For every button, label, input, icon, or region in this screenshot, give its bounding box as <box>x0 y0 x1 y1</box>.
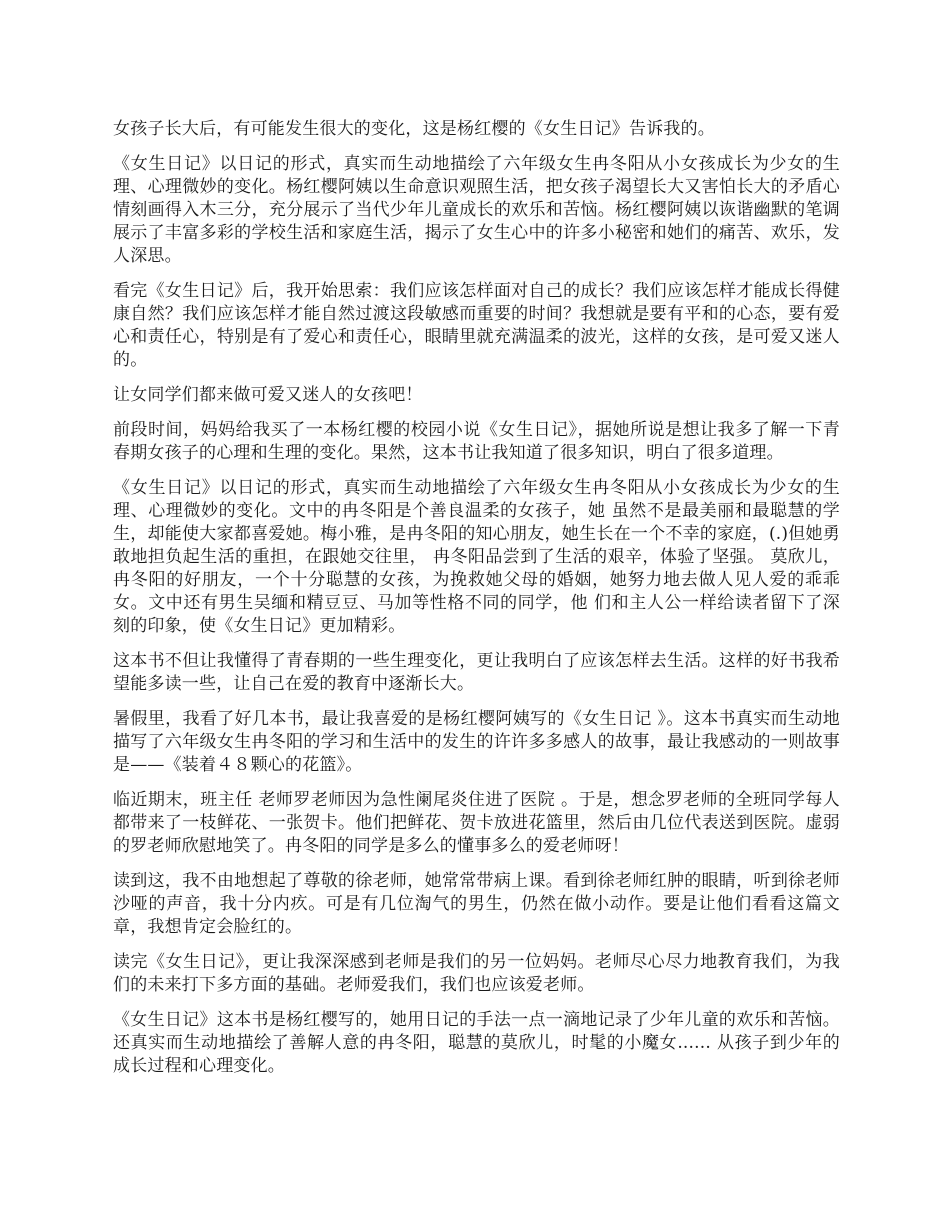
paragraph-3: 看完《女生日记》后，我开始思索：我们应该怎样面对自己的成长？我们应该怎样才能成长得健康自然？我们应该怎样才能自然过渡这段敏感而重要的时间？我想就是要有平和的心态，要有爱心和责任心，特别是有了爱心和责任心，眼睛里就充满温柔的波光，这样的女孩，是可爱又迷人的。 <box>113 281 840 370</box>
paragraph-11: 读完《女生日记》，更让我深深感到老师是我们的另一位妈妈。老师尽心尽力地教育我们，为我们的未来打下多方面的基础。老师爱我们，我们也应该爱老师。 <box>113 952 840 995</box>
paragraph-12: 《女生日记》这本书是杨红樱写的，她用日记的手法一点一滴地记录了少年儿童的欢乐和苦恼。还真实而生动地描绘了善解人意的冉冬阳，聪慧的莫欣儿，时髦的小魔女...... 从孩子到少年的成长过程和心理变化。 <box>113 1010 840 1076</box>
paragraph-6: 《女生日记》以日记的形式，真实而生动地描绘了六年级女生冉冬阳从小女孩成长为少女的生理、心理微妙的变化。文中的冉冬阳是个善良温柔的女孩子，她 虽然不是最美丽和最聪慧的学生，却能使大家都喜爱她。梅小雅，是冉冬阳的知心朋友，她生长在一个不幸的家庭，(.)但她勇敢地担负起生活的重担，在跟她交往里， 冉冬阳品尝到了生活的艰辛，体验了坚强。 莫欣儿，冉冬阳的好朋友，一个十分聪慧的女孩，为挽救她父母的婚姻，她努力地去做人见人爱的乖乖女。文中还有男生吴缅和精豆豆、马加等性格不同的同学，他 们和主人公一样给读者留下了深刻的印象，使《女生日记》更加精彩。 <box>113 478 840 636</box>
paragraph-9: 临近期末，班主任 老师罗老师因为急性阑尾炎住进了医院 。于是，想念罗老师的全班同学每人都带来了一枝鲜花、一张贺卡。他们把鲜花、贺卡放进花篮里，然后由几位代表送到医院。虚弱的罗老师欣慰地笑了。冉冬阳的同学是多么的懂事多么的爱老师呀！ <box>113 790 840 856</box>
paragraph-5: 前段时间，妈妈给我买了一本杨红樱的校园小说《女生日记》，据她所说是想让我多了解一下青春期女孩子的心理和生理的变化。果然，这本书让我知道了很多知识，明白了很多道理。 <box>113 420 840 463</box>
paragraph-1: 女孩子长大后，有可能发生很大的变化，这是杨红樱的《女生日记》告诉我的。 <box>113 119 715 139</box>
paragraph-7: 这本书不但让我懂得了青春期的一些生理变化，更让我明白了应该怎样去生活。这样的好书我希望能多读一些，让自己在爱的教育中逐渐长大。 <box>113 651 840 694</box>
paragraph-8: 暑假里，我看了好几本书，最让我喜爱的是杨红樱阿姨写的《女生日记 》。这本书真实而生动地描写了六年级女生冉冬阳的学习和生活中的发生的许许多多感人的故事，最让我感动的一则故事是——《装着４８颗心的花篮》。 <box>113 709 840 775</box>
paragraph-10: 读到这，我不由地想起了尊敬的徐老师，她常常带病上课。看到徐老师红肿的眼睛，听到徐老师沙哑的声音，我十分内疚。可是有几位淘气的男生，仍然在做小动作。要是让他们看看这篇文章，我想肯定会脸红的。 <box>113 871 840 937</box>
paragraph-2: 《女生日记》以日记的形式，真实而生动地描绘了六年级女生冉冬阳从小女孩成长为少女的生理、心理微妙的变化。杨红樱阿姨以生命意识观照生活，把女孩子渴望长大又害怕长大的矛盾心情刻画得入木三分，充分展示了当代少年儿童成长的欢乐和苦恼。杨红樱阿姨以诙谐幽默的笔调展示了丰富多彩的学校生活和家庭生活，揭示了女生心中的许多小秘密和她们的痛苦、欢乐，发人深思。 <box>113 154 840 266</box>
paragraph-4: 让女同学们都来做可爱又迷人的女孩吧！ <box>113 385 423 405</box>
document-body <box>113 118 840 1090</box>
